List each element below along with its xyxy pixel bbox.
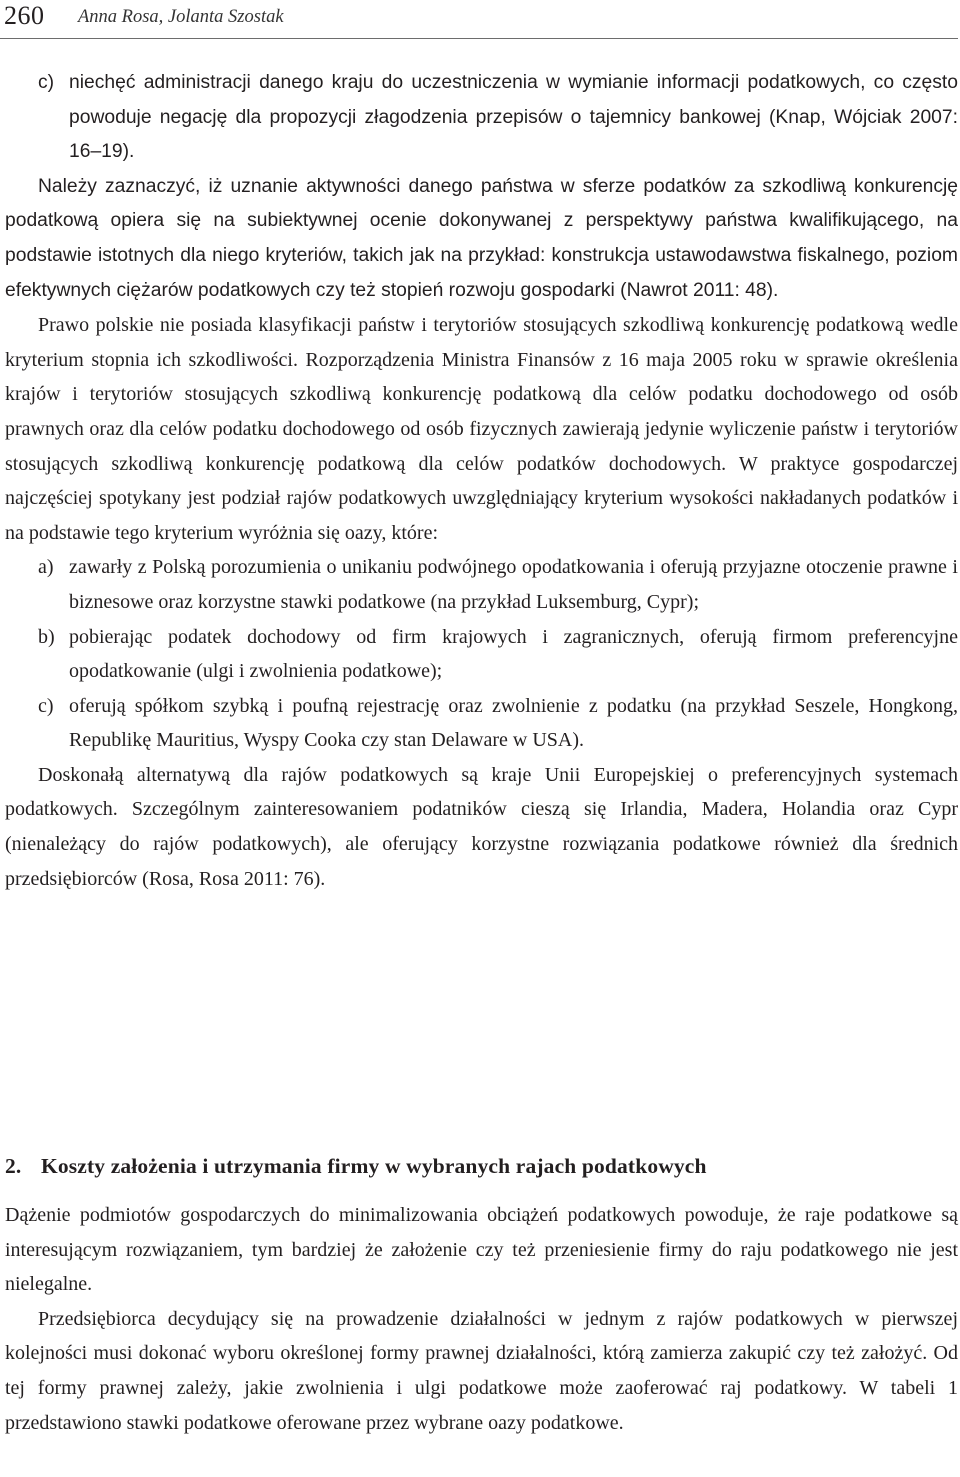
list-item-a <box>5 550 958 619</box>
list-item-c <box>5 689 958 758</box>
paragraph-przedsiebiorca: Przedsiębiorca decydujący się na prowadzenie działalności w jednym z rajów podatkowych w pierwszej kolejności musi dokonać wyboru określonej formy prawnej działalności, którą zamierza zakupić czy też założyć. Od tej formy prawnej zależy, jakie zwolnienia i ulgi podatkowe może zaoferować raj podatkowy. W tabeli 1 przedstawiono stawki podatkowe oferowane przez wybrane oazy podatkowe. <box>5 1307 958 1434</box>
list-marker: c) <box>38 72 55 93</box>
page-number: 260 <box>4 1 45 30</box>
section-number: 2. <box>5 1154 22 1178</box>
list-item-text: pobierając podatek dochodowy od firm krajowych i zagranicznych, oferują firmom preferencyjne opodatkowanie (ulgi i zwolnienia podatkowe); <box>69 625 958 683</box>
list-item-text: oferują spółkom szybką i poufną rejestrację oraz zwolnienie z podatku (na przykład Seszele, Hongkong, Republikę Mauritius, Wyspy Cooka czy stan Delaware w USA). <box>69 694 958 752</box>
paragraph-prawo: Prawo polskie nie posiada klasyfikacji państw i terytoriów stosujących szkodliwą konkurencję podatkową wedle kryterium stopnia ich szkodliwości. Rozporządzenia Ministra Finansów z 16 maja 2005 roku w sprawie określenia krajów i terytoriów stosujących szkodliwą konkurencję podatkową dla celów podatku dochodowego od osób prawnych oraz dla celów podatku dochodowego od osób fizycznych zawierają jedynie wyliczenie państw i terytoriów stosujących szkodliwą konkurencję podatkową dla celów podatków dochodowych. W praktyce gospodarczej najczęściej spotykany jest podział rajów podatkowych uwzględniający kryterium wysokości nakładanych podatków i na podstawie tego kryterium wyróżnia się oazy, które: <box>5 314 958 544</box>
section-heading <box>5 1148 958 1184</box>
running-head-authors: Anna Rosa, Jolanta Szostak <box>78 7 284 27</box>
body-text-lower <box>5 1198 958 1440</box>
list-marker: a) <box>38 556 54 579</box>
list-item-text: niechęć administracji danego kraju do uczestniczenia w wymianie informacji podatkowych, co często powoduje negację dla propozycji złagodzenia przepisów o tajemnicy bankowej (Knap, Wójciak 2007: 16–19). <box>69 72 958 163</box>
list-item-text: zawarły z Polską porozumienia o unikaniu podwójnego opodatkowania i oferują przyjazne otoczenie prawne i biznesowe oraz korzystne stawki podatkowe (na przykład Luksemburg, Cypr); <box>69 556 958 613</box>
running-header <box>0 0 958 39</box>
list-marker: c) <box>38 694 54 717</box>
section-title: Koszty założenia i utrzymania firmy w wybranych rajach podatkowych <box>41 1154 707 1178</box>
body-text-upper <box>5 66 958 896</box>
list-marker: b) <box>38 625 55 648</box>
oases-list <box>5 550 958 758</box>
paragraph-nalezy: Należy zaznaczyć, iż uznanie aktywności danego państwa w sferze podatków za szkodliwą konkurencję podatkową opiera się na subiektywnej ocenie dokonywanej z perspektywy państwa kwalifikującego, na podstawie istotnych dla niego kryteriów, takich jak na przykład: konstrukcja ustawodawstwa fiskalnego, poziom efektywnych ciężarów podatkowych czy też stopień rozwoju gospodarki (Nawrot 2011: 48). <box>5 175 958 301</box>
list-item-b <box>5 620 958 689</box>
paragraph-dazenie: Dążenie podmiotów gospodarczych do minimalizowania obciążeń podatkowych powoduje, że raje podatkowe są interesującym rozwiązaniem, tym bardziej że założenie czy też przeniesienie firmy do raju podatkowego nie jest nielegalne. <box>5 1204 958 1296</box>
list-item-c-intro <box>5 66 958 170</box>
paragraph-doskonala: Doskonałą alternatywą dla rajów podatkowych są kraje Unii Europejskiej o preferencyjnych systemach podatkowych. Szczególnym zainteresowaniem podatników cieszą się Irlandia, Madera, Holandia oraz Cypr (nienależący do rajów podatkowych), ale oferujący korzystne rozwiązania podatkowe również dla średnich przedsiębiorców (Rosa, Rosa 2011: 76). <box>5 763 958 890</box>
